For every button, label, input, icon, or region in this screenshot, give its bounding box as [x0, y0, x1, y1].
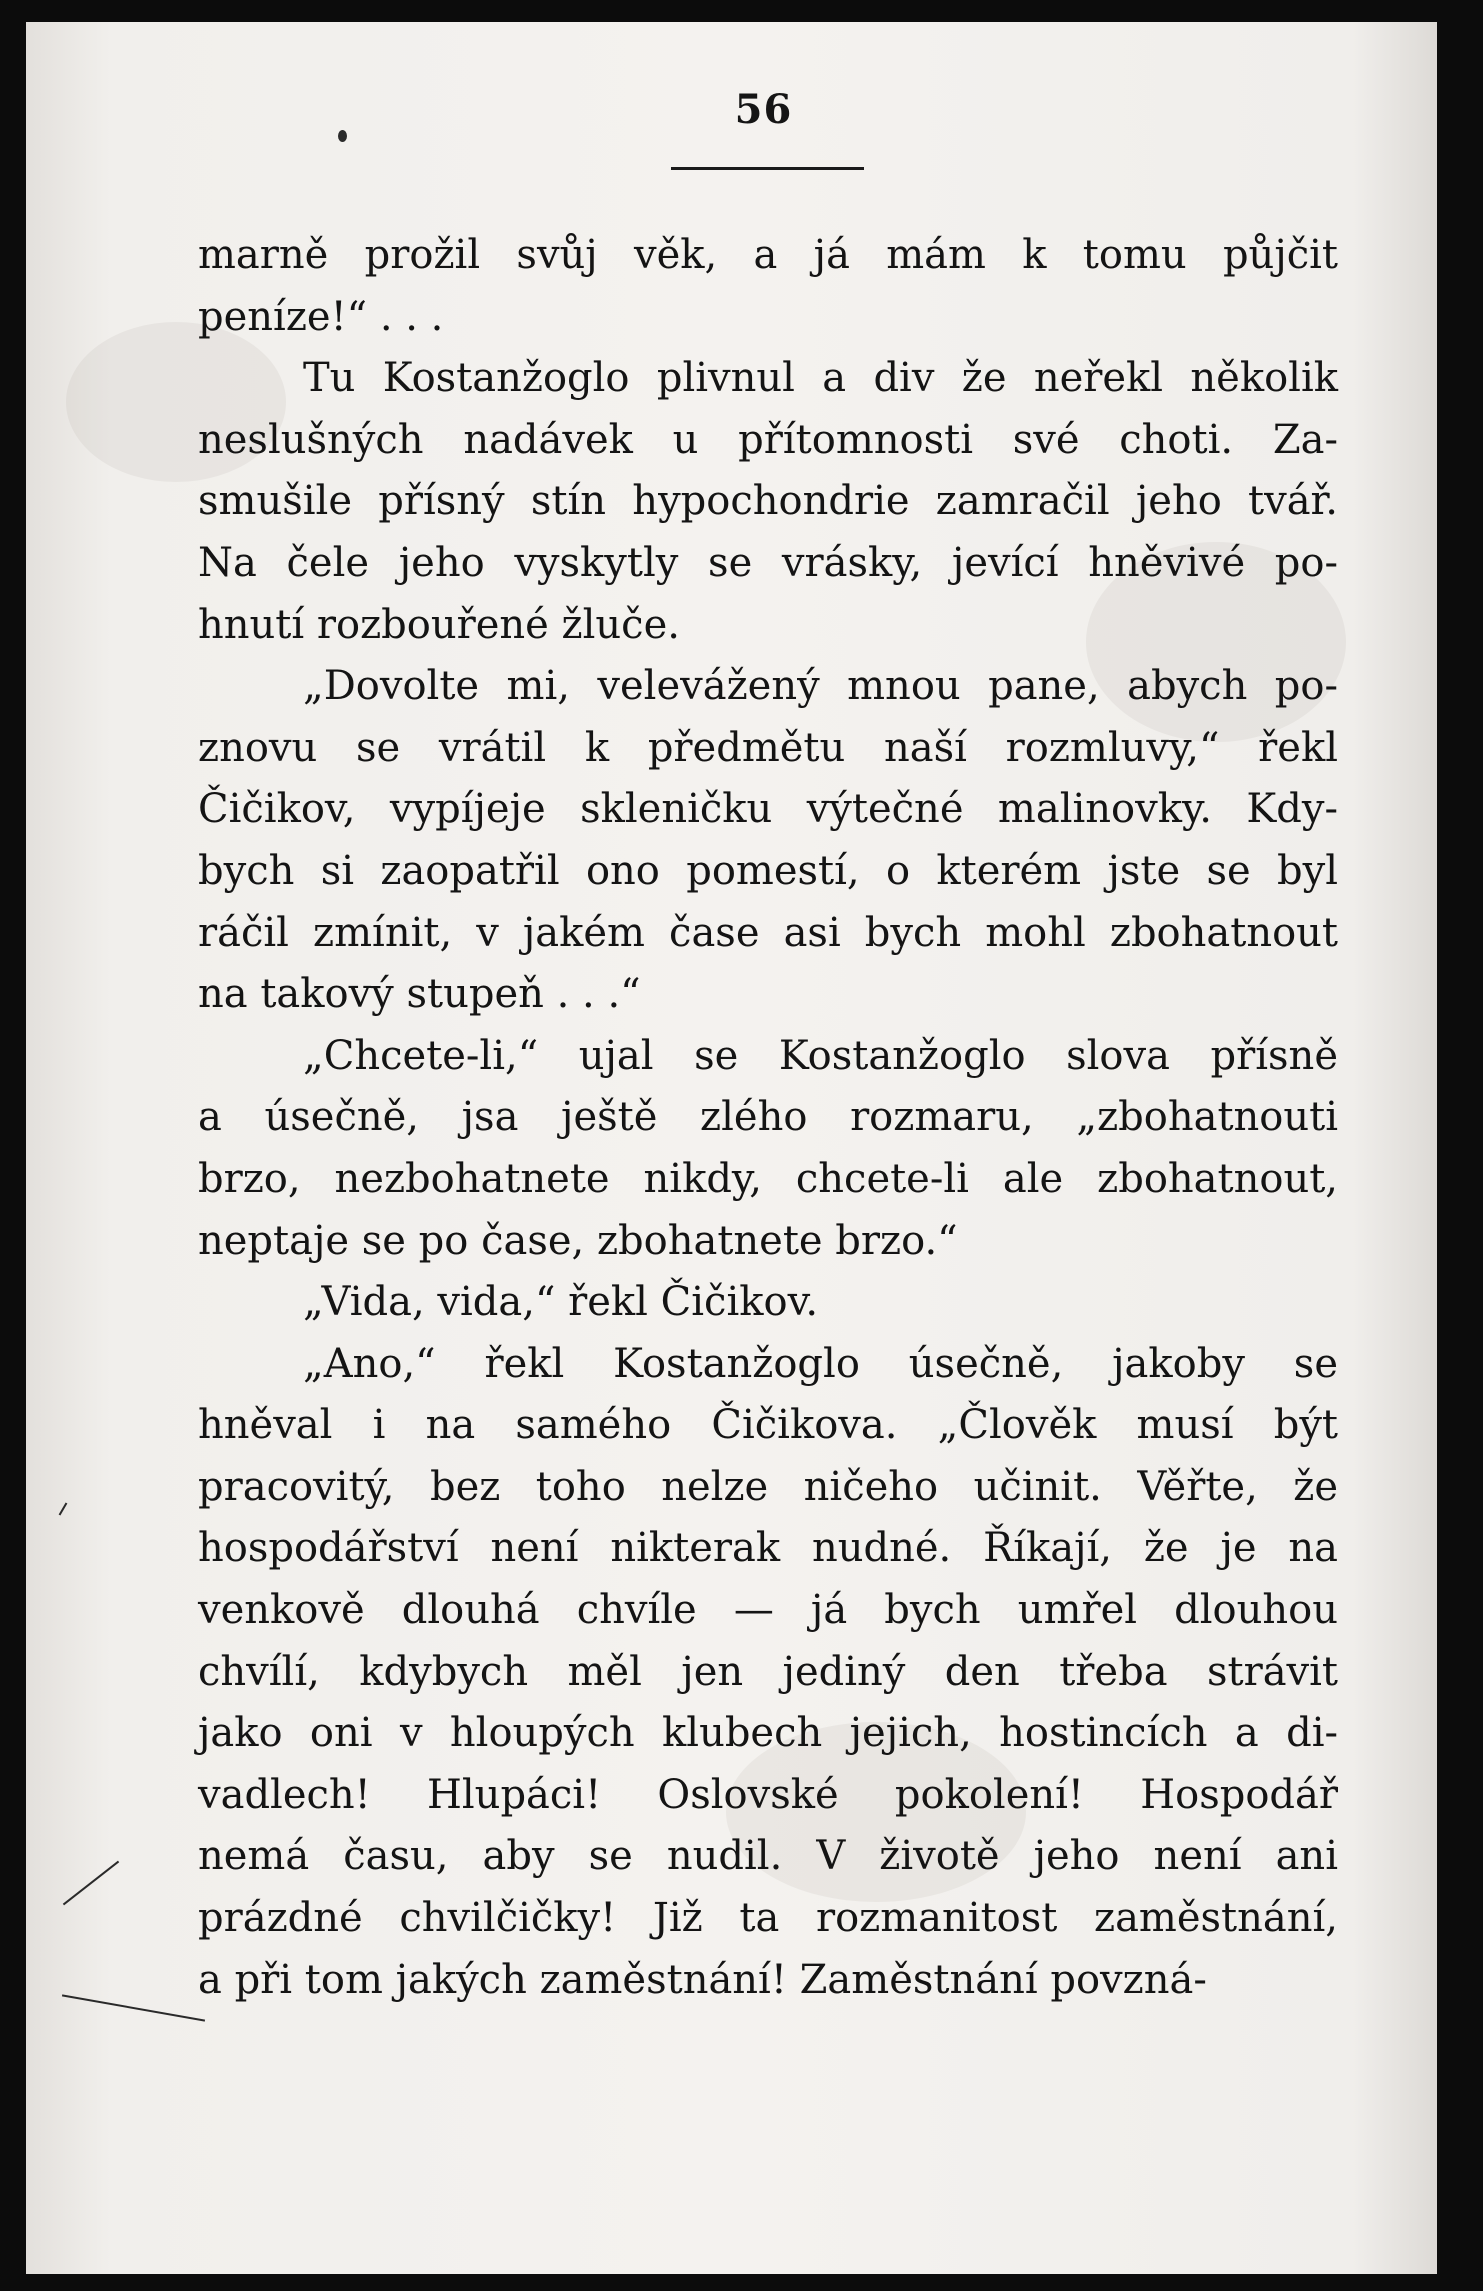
paragraph: [198, 348, 1338, 656]
text-line: smušile přísný stín hypochondrie zamračil jeho tvář.: [198, 478, 1338, 525]
text-line: Čičikov, vypíjeje skleničku výtečné malinovky. Kdy-: [198, 786, 1338, 833]
ink-dot: [338, 130, 347, 142]
text-line: hněval i na samého Čičikova. „Člověk musí být: [198, 1402, 1338, 1449]
paragraph: [198, 1334, 1338, 2012]
text-line: znovu se vrátil k předmětu naší rozmluvy,“ řekl: [198, 724, 1338, 771]
text-line: hospodářství není nikterak nudné. Říkají, že je na: [198, 1525, 1338, 1572]
text-line: neslušných nadávek u přítomnosti své choti. Za-: [198, 416, 1338, 463]
text-line: „Vida, vida,“ řekl Čičikov.: [303, 1279, 819, 1326]
text-line: neptaje se po čase, zbohatnete brzo.“: [198, 1217, 958, 1264]
text-line: ráčil zmínit, v jakém čase asi bych mohl zbohatnout: [198, 909, 1338, 956]
text-line: „Chcete-li,“ ujal se Kostanžoglo slova přísně: [303, 1032, 1338, 1079]
text-line: peníze!“ . . .: [198, 293, 444, 340]
text-line: prázdné chvilčičky! Již ta rozmanitost zaměstnání,: [198, 1895, 1338, 1942]
paper-sheet: [26, 22, 1437, 2274]
text-line: Na čele jeho vyskytly se vrásky, jevící hněvivé po-: [198, 539, 1338, 586]
page-number: 56: [734, 86, 793, 133]
margin-pencil-stroke: [63, 1861, 119, 1906]
text-line: jako oni v hloupých klubech jejich, hostincích a di-: [198, 1710, 1338, 1757]
margin-pencil-stroke: [62, 1994, 205, 2021]
paragraph: [198, 656, 1338, 1026]
text-line: „Dovolte mi, velevážený mnou pane, abych po-: [303, 663, 1338, 710]
text-line: chvílí, kdybych měl jen jediný den třeba strávit: [198, 1648, 1338, 1695]
paragraph: [198, 1272, 1338, 1334]
text-line: hnutí rozbouřené žluče.: [198, 601, 680, 648]
text-line: a při tom jakých zaměstnání! Zaměstnání povzná-: [198, 1956, 1207, 2003]
text-line: vadlech! Hlupáci! Oslovské pokolení! Hospodář: [198, 1771, 1338, 1818]
text-line: marně prožil svůj věk, a já mám k tomu půjčit: [198, 232, 1338, 278]
page-number-rule: [671, 167, 864, 170]
text-line: pracovitý, bez toho nelze ničeho učinit. Věřte, že: [198, 1463, 1338, 1510]
text-line: a úsečně, jsa ještě zlého rozmaru, „zbohatnouti: [198, 1094, 1338, 1141]
text-line: na takový stupeň . . .“: [198, 971, 641, 1018]
text-line: venkově dlouhá chvíle — já bych umřel dlouhou: [198, 1587, 1338, 1634]
text-line: nemá času, aby se nudil. V životě jeho není ani: [198, 1833, 1338, 1880]
margin-mark: [59, 1502, 68, 1515]
text-line: Tu Kostanžoglo plivnul a div že neřekl několik: [303, 355, 1338, 402]
text-line: „Ano,“ řekl Kostanžoglo úsečně, jakoby se: [303, 1340, 1338, 1387]
body-text: [198, 225, 1338, 2011]
text-line: bych si zaopatřil ono pomestí, o kterém jste se byl: [198, 847, 1338, 894]
paragraph: [198, 225, 1338, 348]
text-line: brzo, nezbohatnete nikdy, chcete-li ale zbohatnout,: [198, 1155, 1338, 1202]
paragraph: [198, 1026, 1338, 1272]
